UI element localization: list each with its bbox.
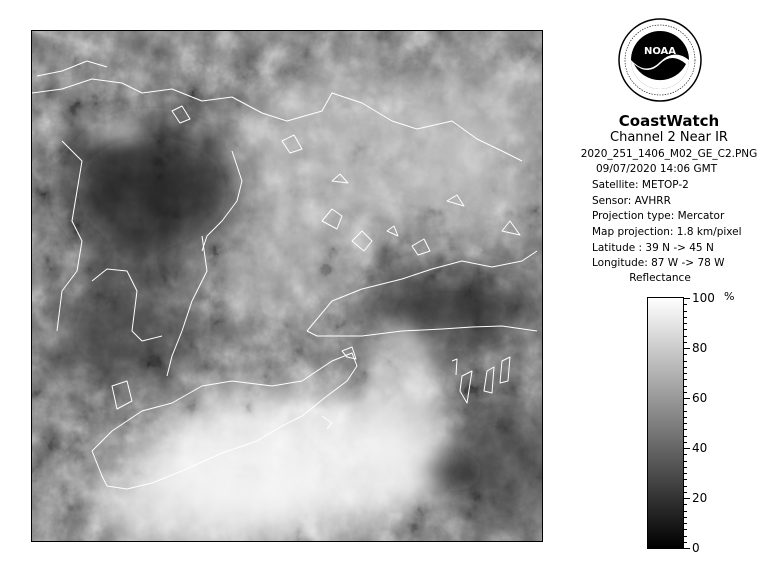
product-title: CoastWatch <box>618 112 720 130</box>
colorbar-minor-tick <box>684 536 687 537</box>
colorbar-minor-tick <box>684 329 687 330</box>
sensor-label: Sensor: AVHRR <box>592 195 671 207</box>
colorbar-minor-tick <box>684 454 687 455</box>
channel-label: Channel 2 Near IR <box>610 130 728 145</box>
colorbar-minor-tick <box>684 479 687 480</box>
latitude-label: Latitude : 39 N -> 45 N <box>592 242 714 254</box>
colorbar-minor-tick <box>684 404 687 405</box>
satellite-image <box>31 30 543 542</box>
filename-label: 2020_251_1406_M02_GE_C2.PNG <box>580 148 758 160</box>
colorbar-minor-tick <box>684 411 687 412</box>
colorbar-tick-label: 0 <box>692 541 700 555</box>
colorbar-minor-tick <box>684 342 687 343</box>
colorbar-minor-tick <box>684 361 687 362</box>
colorbar-minor-tick <box>684 379 687 380</box>
colorbar-major-tick <box>684 298 690 299</box>
colorbar-minor-tick <box>684 373 687 374</box>
colorbar-minor-tick <box>684 542 687 543</box>
colorbar-tick-label: 20 <box>692 491 708 505</box>
colorbar-tick-label: 100 <box>692 291 715 305</box>
colorbar-minor-tick <box>684 317 687 318</box>
colorbar-minor-tick <box>684 311 687 312</box>
colorbar-unit: % <box>724 290 735 303</box>
colorbar-minor-tick <box>684 504 687 505</box>
colorbar-major-tick <box>684 548 690 549</box>
svg-text:NOAA: NOAA <box>643 46 677 57</box>
colorbar-minor-tick <box>684 467 687 468</box>
colorbar-tick-label: 80 <box>692 341 708 355</box>
colorbar-minor-tick <box>684 523 687 524</box>
colorbar-minor-tick <box>684 304 687 305</box>
colorbar-minor-tick <box>684 517 687 518</box>
colorbar-minor-tick <box>684 367 687 368</box>
colorbar-minor-tick <box>684 486 687 487</box>
colorbar-minor-tick <box>684 354 687 355</box>
colorbar-major-tick <box>684 348 690 349</box>
satellite-label: Satellite: METOP-2 <box>592 179 689 191</box>
colorbar-minor-tick <box>684 511 687 512</box>
colorbar-minor-tick <box>684 423 687 424</box>
colorbar-major-tick <box>684 498 690 499</box>
colorbar-minor-tick <box>684 429 687 430</box>
colorbar-major-tick <box>684 398 690 399</box>
colorbar-minor-tick <box>684 392 687 393</box>
colorbar-tick-label: 60 <box>692 391 708 405</box>
map-projection-label: Map projection: 1.8 km/pixel <box>592 226 742 238</box>
noaa-seal-graphic <box>618 18 702 102</box>
longitude-label: Longitude: 87 W -> 78 W <box>592 257 725 269</box>
colorbar-minor-tick <box>684 336 687 337</box>
colorbar-minor-tick <box>684 492 687 493</box>
satellite-scene <box>32 31 542 541</box>
colorbar <box>647 297 684 549</box>
colorbar-label: Reflectance <box>629 272 691 284</box>
colorbar-minor-tick <box>684 386 687 387</box>
projection-type-label: Projection type: Mercator <box>592 210 725 222</box>
colorbar-minor-tick <box>684 529 687 530</box>
colorbar-minor-tick <box>684 323 687 324</box>
colorbar-minor-tick <box>684 417 687 418</box>
colorbar-minor-tick <box>684 442 687 443</box>
colorbar-tick-label: 40 <box>692 441 708 455</box>
noaa-logo <box>618 18 702 102</box>
datetime-label: 09/07/2020 14:06 GMT <box>596 163 718 175</box>
colorbar-minor-tick <box>684 473 687 474</box>
colorbar-minor-tick <box>684 436 687 437</box>
colorbar-minor-tick <box>684 461 687 462</box>
colorbar-major-tick <box>684 448 690 449</box>
